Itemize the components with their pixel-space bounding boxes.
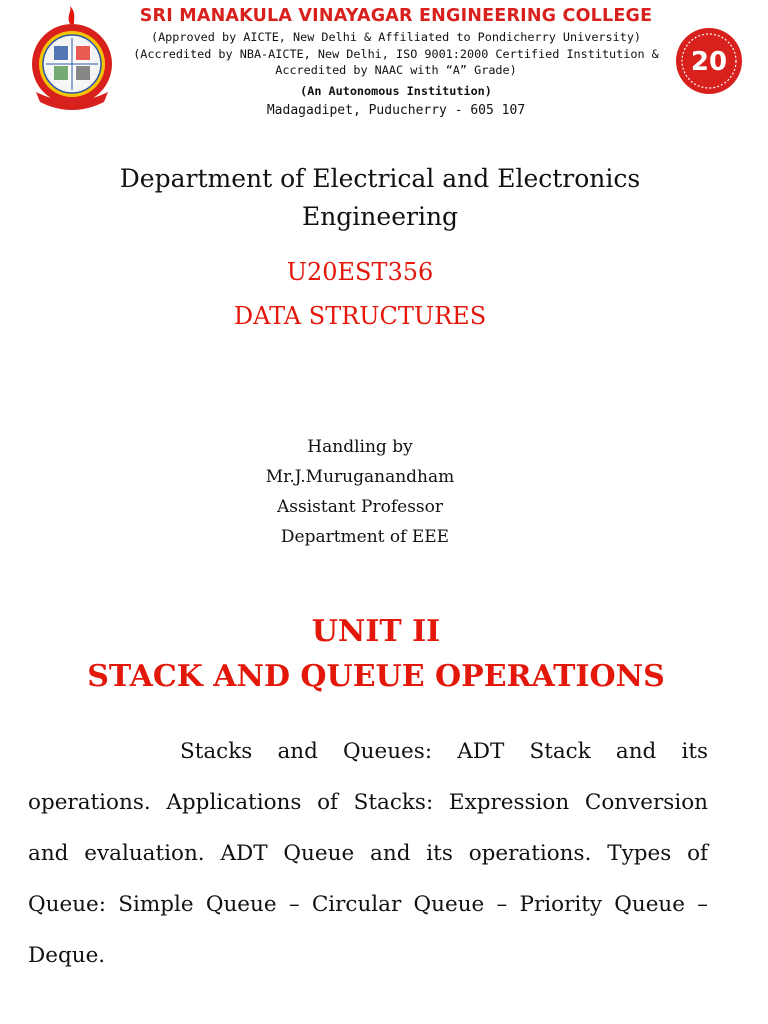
college-address: Madagadipet, Puducherry - 605 107 bbox=[266, 103, 526, 118]
faculty-designation: Assistant Professor bbox=[277, 497, 443, 517]
unit-title: STACK AND QUEUE OPERATIONS bbox=[87, 659, 665, 694]
faculty-department: Department of EEE bbox=[280, 527, 450, 547]
course-code: U20EST356 bbox=[286, 258, 434, 286]
autonomous-status: (An Autonomous Institution) bbox=[300, 84, 492, 98]
college-name: SRI MANAKULA VINAYAGAR ENGINEERING COLLEGE bbox=[139, 6, 653, 26]
badge-number: 20 bbox=[690, 47, 728, 77]
unit-syllabus: Stacks and Queues: ADT Stack and its operations. Applications of Stacks: Expression Conversion and evaluation. ADT Queue and its operations. Types of Queue: Simple Queue – Circular Queue – Priority Queue – Deque. bbox=[28, 739, 708, 968]
approval-line: (Approved by AICTE, New Delhi & Affiliated to Pondicherry University) bbox=[150, 30, 642, 44]
college-header bbox=[0, 0, 768, 130]
handling-label: Handling by bbox=[307, 437, 413, 457]
course-title: DATA STRUCTURES bbox=[233, 302, 487, 330]
department-title: Department of Electrical and Electronics Engineering bbox=[119, 164, 641, 231]
accreditation-line-2: Accredited by NAAC with “A” Grade) bbox=[275, 63, 517, 77]
unit-number: UNIT II bbox=[311, 614, 441, 649]
faculty-name: Mr.J.Muruganandham bbox=[265, 467, 455, 487]
accreditation-line-1: (Accredited by NBA-AICTE, New Delhi, ISO 9001:2000 Certified Institution & bbox=[133, 47, 659, 61]
twenty-years-badge bbox=[674, 26, 744, 96]
